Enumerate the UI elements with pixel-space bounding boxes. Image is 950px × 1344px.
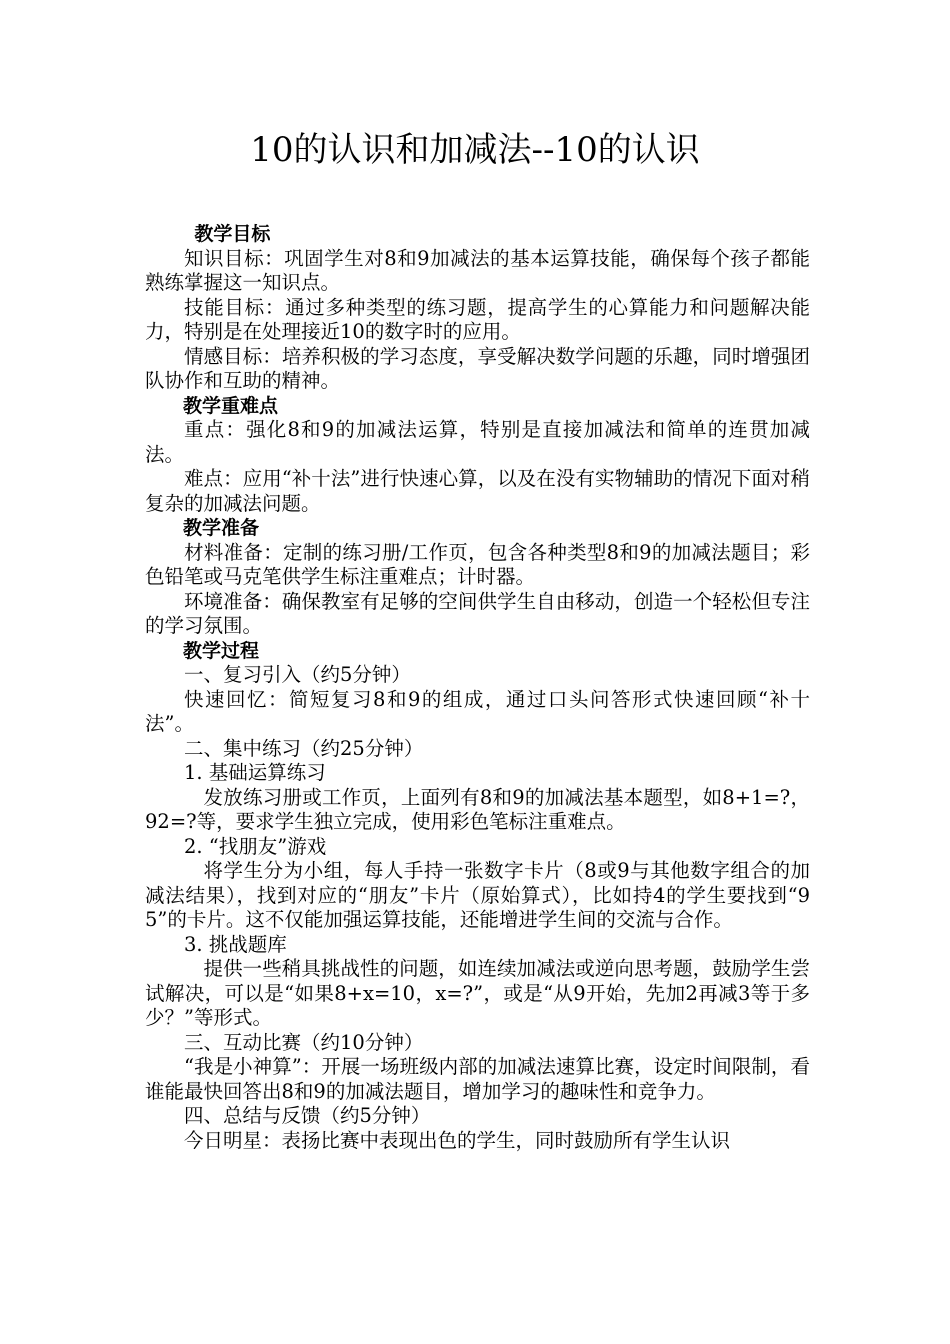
paragraph-step-review: 一、复习引入（约5分钟） xyxy=(184,663,411,686)
paragraph-environment: 环境准备：确保教室有足够的空间供学生自由移动，创造一个轻松但专注的学习氛围。 xyxy=(145,589,810,637)
paragraph-key-point: 重点：强化8和9的加减法运算，特别是直接加减法和简单的连贯加减法。 xyxy=(145,418,810,466)
paragraph-materials: 材料准备：定制的练习册/工作页，包含各种类型8和9的加减法题目；彩色铅笔或马克笔供学生标注重难点；计时器。 xyxy=(145,540,810,588)
document-title: 10的认识和加减法--10的认识 xyxy=(250,130,700,170)
paragraph-challenge-title: 3. 挑战题库 xyxy=(184,932,287,956)
section-heading-key-points: 教学重难点 xyxy=(183,394,279,417)
paragraph-basic-practice-title: 1. 基础运算练习 xyxy=(184,761,326,784)
paragraph-basic-practice: 发放练习册或工作页，上面列有8和9的加减法基本题型，如8+1=?，92=?等，要求学生独立完成，使用彩色笔标注重难点。 xyxy=(145,785,810,833)
document-body xyxy=(145,222,810,1153)
section-heading-process: 教学过程 xyxy=(183,639,260,662)
paragraph-challenge: 提供一些稍具挑战性的问题，如连续加减法或逆向思考题，鼓励学生尝试解决，可以是“如果8+x=10，x=?”，或是“从9开始，先加2再减3等于多少？”等形式。 xyxy=(145,957,810,1029)
section-heading-preparation: 教学准备 xyxy=(183,517,260,539)
paragraph-quick-recall: 快速回忆：简短复习8和9的组成，通过口头问答形式快速回顾“补十法”。 xyxy=(145,687,810,735)
section-heading-objectives: 教学目标 xyxy=(194,223,271,245)
paragraph-summary: 今日明星：表扬比赛中表现出色的学生，同时鼓励所有学生认识 xyxy=(184,1128,731,1152)
paragraph-find-friends: 将学生分为小组，每人手持一张数字卡片（8或9与其他数字组合的加减法结果），找到对应的“朋友”卡片（原始算式），比如持4的学生要找到“95”的卡片。这不仅能加强运算技能，还能增进学生间的交流与合作。 xyxy=(145,859,810,931)
paragraph-knowledge-goal: 知识目标：巩固学生对8和9加减法的基本运算技能，确保每个孩子都能熟练掌握这一知识点。 xyxy=(145,246,810,294)
paragraph-skill-goal: 技能目标：通过多种类型的练习题，提高学生的心算能力和问题解决能力，特别是在处理接近10的数字时的应用。 xyxy=(145,295,810,343)
paragraph-find-friends-title: 2. “找朋友”游戏 xyxy=(184,834,327,858)
paragraph-step-practice: 二、集中练习（约25分钟） xyxy=(184,736,424,760)
paragraph-step-competition: 三、互动比赛（约10分钟） xyxy=(184,1030,424,1054)
paragraph-difficulty: 难点：应用“补十法”进行快速心算，以及在没有实物辅助的情况下面对稍复杂的加减法问题。 xyxy=(145,467,810,515)
paragraph-competition: “我是小神算”：开展一场班级内部的加减法速算比赛，设定时间限制，看谁能最快回答出8和9的加减法题目，增加学习的趣味性和竞争力。 xyxy=(145,1055,810,1103)
paragraph-emotion-goal: 情感目标：培养积极的学习态度，享受解决数学问题的乐趣，同时增强团队协作和互助的精神。 xyxy=(145,344,810,392)
paragraph-step-summary: 四、总结与反馈（约5分钟） xyxy=(184,1104,431,1127)
